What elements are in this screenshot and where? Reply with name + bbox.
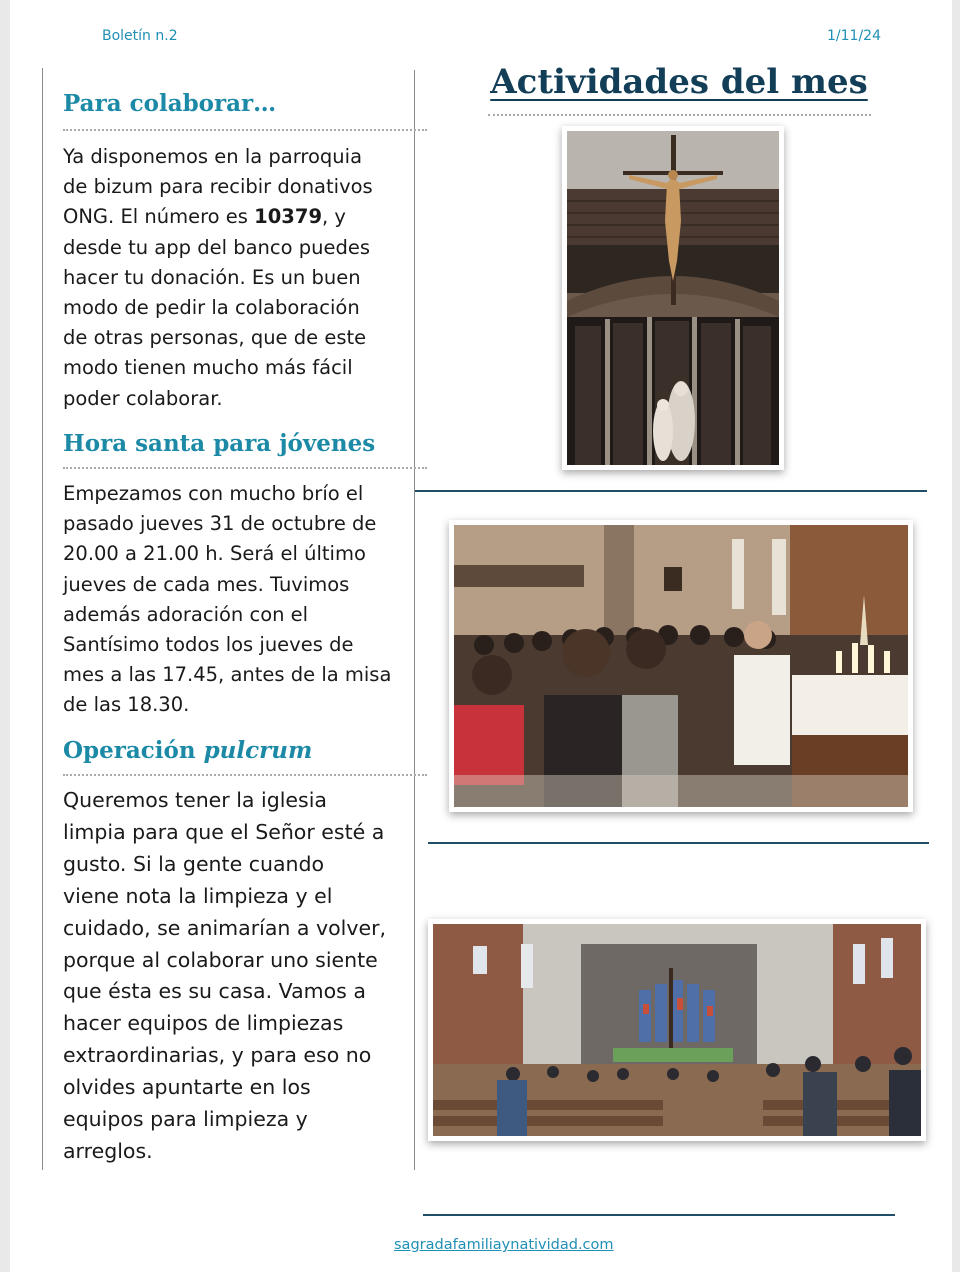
footer-rule (423, 1214, 895, 1216)
bulletin-date: 1/11/24 (827, 28, 881, 44)
column-divider (414, 70, 415, 1170)
section-title-colaborar: Para colaborar… (63, 90, 277, 117)
youth-holy-hour-image (454, 525, 908, 807)
photo-church-nave (428, 919, 926, 1141)
section-divider (63, 129, 427, 131)
section-divider (63, 467, 427, 469)
bizum-number: 10379 (254, 205, 323, 229)
bulletin-number: Boletín n.2 (102, 28, 178, 44)
photo-youth-holy-hour (449, 520, 913, 812)
section-title-pulcrum: Operación pulcrum (63, 737, 313, 764)
main-title: Actividades del mes (490, 62, 868, 102)
section-text-colaborar: Ya disponemos en la parroquia de bizum para recibir donativos ONG. El número es 10379, y desde tu app del banco puedes hacer tu donación. Es un buen modo de pedir la colaboración de otras personas, que de este modo tienen mucho más fácil poder colaborar. (63, 145, 373, 410)
section-title-hora-santa: Hora santa para jóvenes (63, 430, 376, 457)
website-link[interactable]: sagradafamiliaynatividad.com (394, 1237, 614, 1253)
section-text-hora-santa: Empezamos con mucho brío el pasado jueves 31 de octubre de 20.00 a 21.00 h. Será el último jueves de cada mes. Tuvimos además adoración con el Santísimo todos los jueves de mes a las 17.45, antes de la misa de las 18.30. (63, 482, 392, 717)
title-divider (488, 114, 871, 116)
crucifix-altar-image (567, 131, 779, 465)
section-text-pulcrum: Queremos tener la iglesia limpia para que el Señor esté a gusto. Si la gente cuando viene nota la limpieza y el cuidado, se animarían a volver, porque al colaborar uno siente que ésta es su casa. Vamos a hacer equipos de limpiezas extraordinarias, y para eso no olvides apuntarte en los equipos para limpieza y arreglos. (63, 788, 387, 1163)
newsletter-page (10, 0, 952, 1272)
photo-crucifix-altar (562, 126, 784, 470)
left-column-border (42, 68, 43, 1170)
photo-separator (415, 490, 927, 492)
photo-separator (428, 842, 929, 844)
section-divider (63, 774, 427, 776)
church-nave-image (433, 924, 921, 1136)
